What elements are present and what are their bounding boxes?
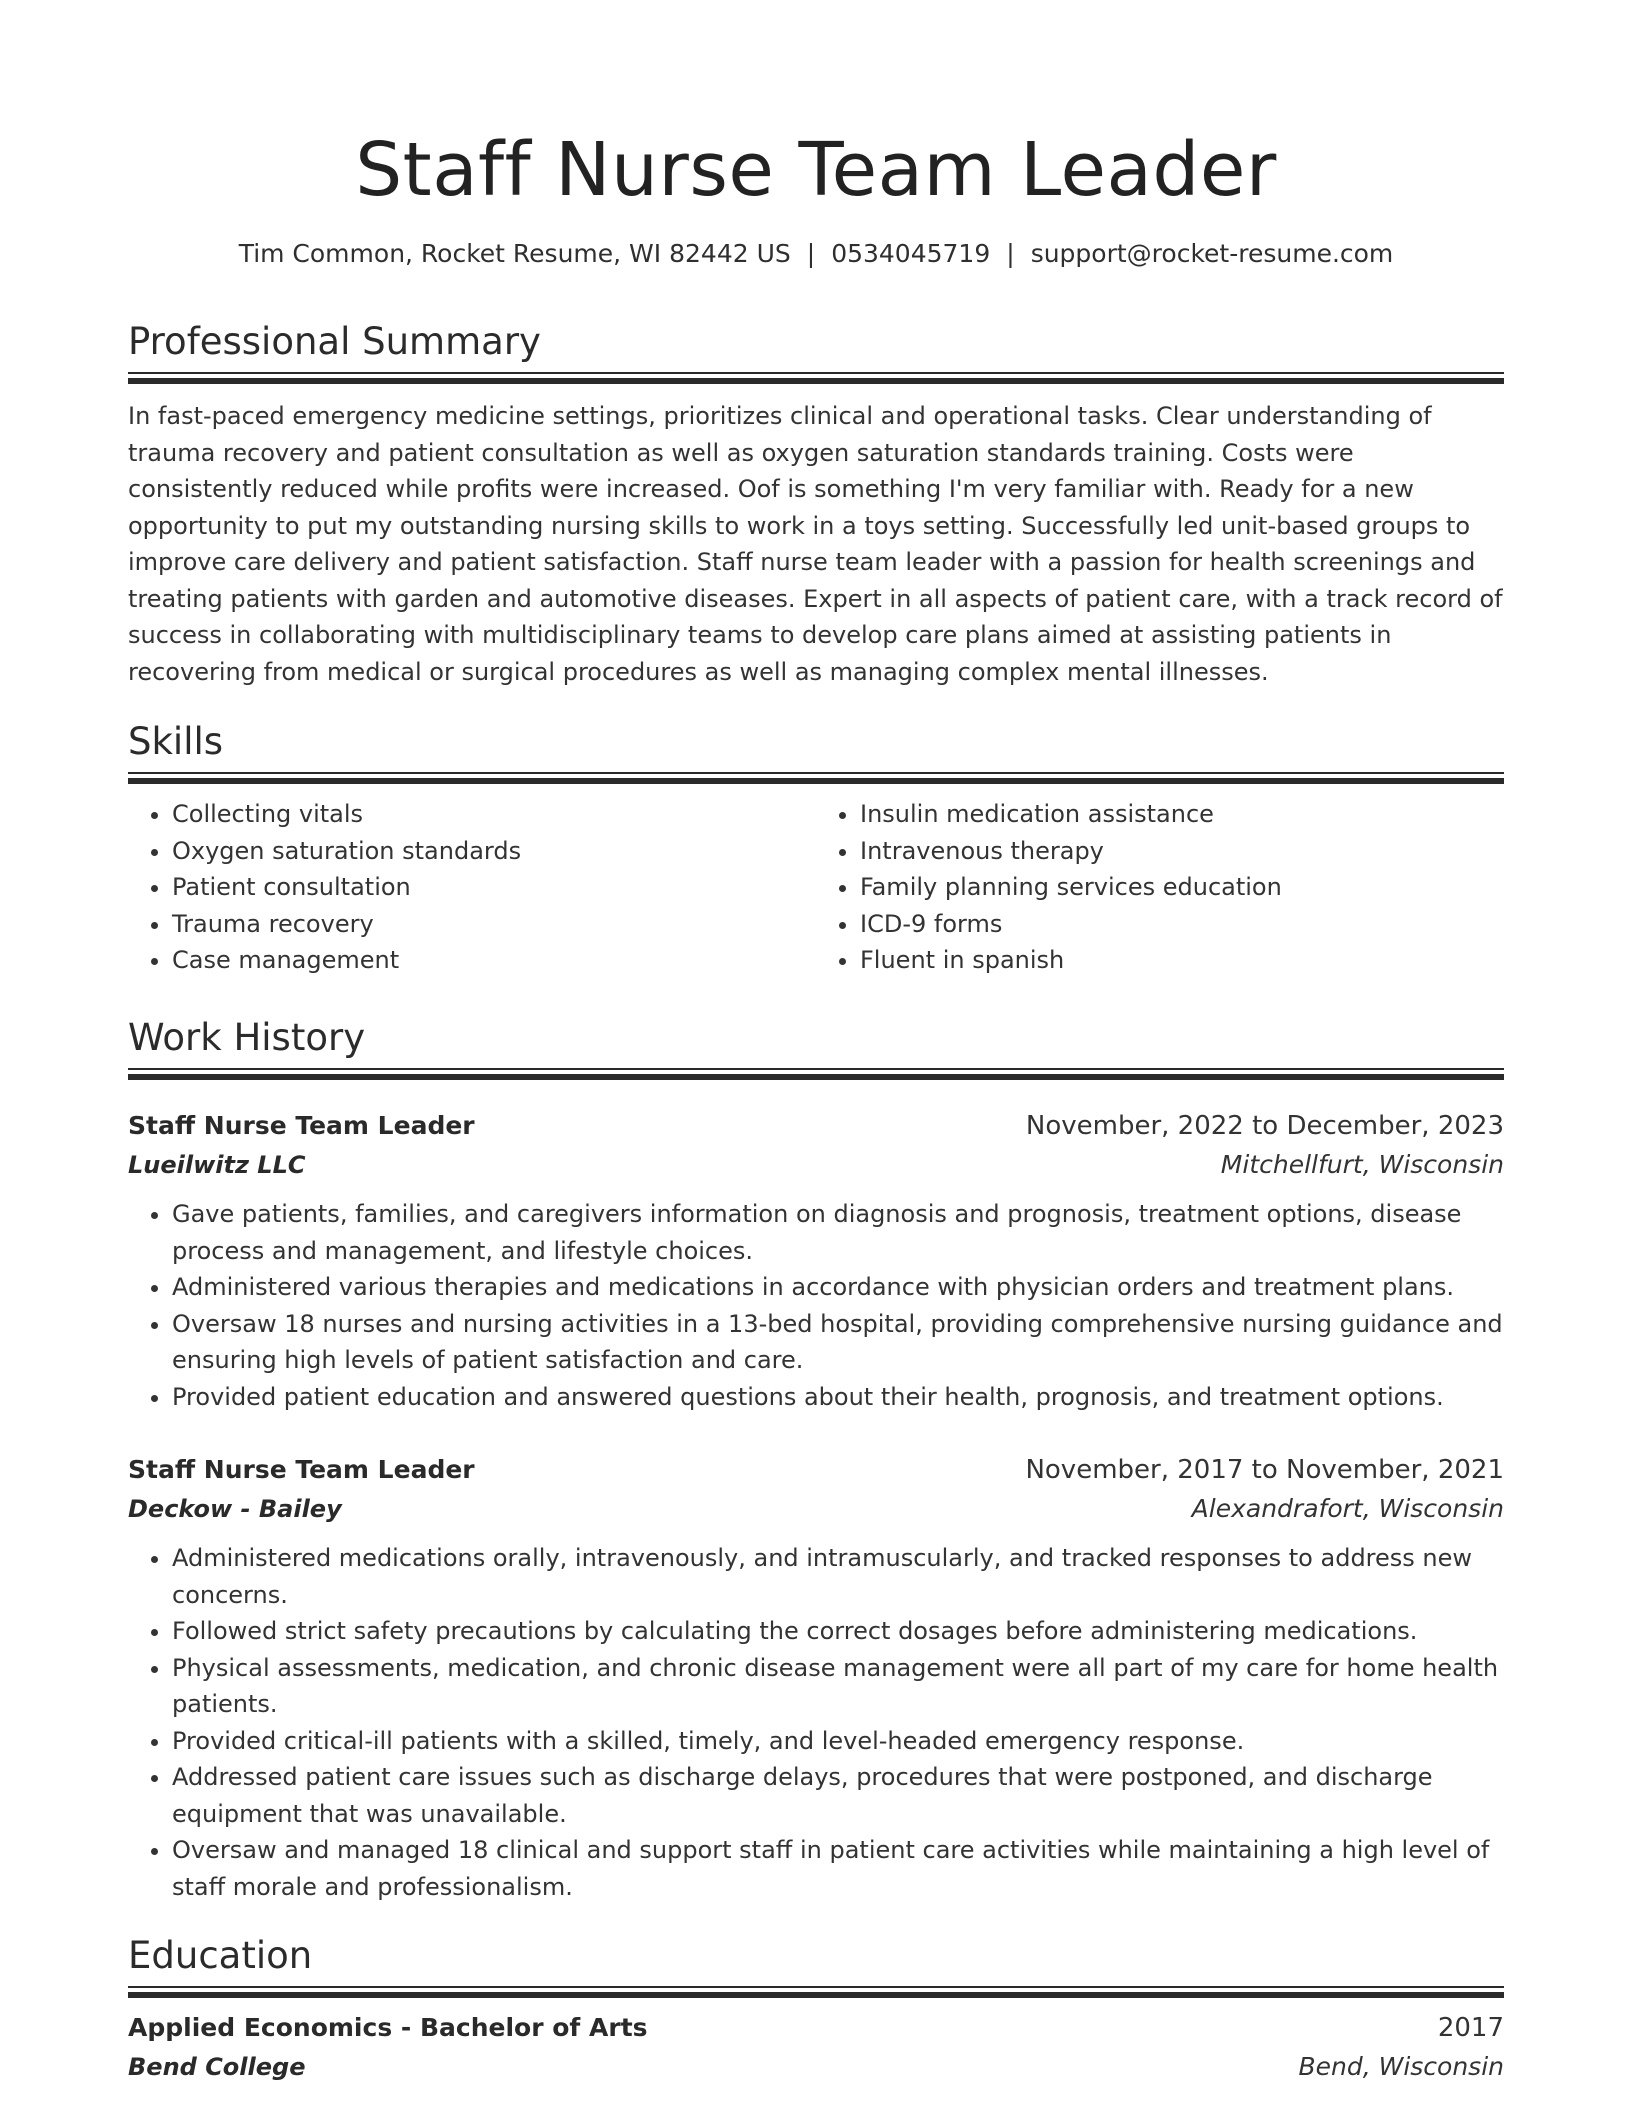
education-year: 2017 xyxy=(1437,2013,1504,2043)
skill-item: • Fluent in spanish xyxy=(860,942,1504,979)
resume-name-title: Staff Nurse Team Leader xyxy=(355,127,1277,213)
job-bullets xyxy=(128,1196,1504,1415)
job-subheader xyxy=(128,1146,1504,1184)
skills-list-left xyxy=(128,796,816,979)
job-bullet: • Gave patients, families, and caregivers information on diagnosis and prognosis, treatment options, disease process and management, and lifestyle choices. xyxy=(172,1196,1504,1269)
job-bullets xyxy=(128,1540,1504,1905)
skill-item: • Oxygen saturation standards xyxy=(172,833,816,870)
contact-separator: | xyxy=(1006,239,1015,268)
job-location: Mitchellfurt, Wisconsin xyxy=(1220,1150,1504,1179)
job-bullet: • Physical assessments, medication, and chronic disease management were all part of my care for home health patients. xyxy=(172,1650,1504,1723)
skills-columns xyxy=(128,796,1504,979)
job-header xyxy=(128,1450,1504,1490)
job-dates: November, 2017 to November, 2021 xyxy=(1025,1455,1504,1485)
job-dates: November, 2022 to December, 2023 xyxy=(1025,1111,1504,1141)
section-divider xyxy=(128,1986,1504,1998)
summary-text: In fast-paced emergency medicine settings, prioritizes clinical and operational tasks. Clear understanding of trauma recovery and patient consultation as well as oxygen saturation standards training. Costs were consistently reduced while profits were increased. Oof is something I'm very familiar with. Ready for a new opportunity to put my outstanding nursing skills to work in a toys setting. Successfully led unit-based groups to improve care delivery and patient satisfaction. Staff nurse team leader with a passion for health screenings and treating patients with garden and automotive diseases. Expert in all aspects of patient care, with a track record of success in collaborating with multidisciplinary teams to develop care plans aimed at assisting patients in recovering from medical or surgical procedures as well as managing complex mental illnesses. xyxy=(128,402,1503,686)
education-location: Bend, Wisconsin xyxy=(1298,2052,1504,2081)
education-subheader xyxy=(128,2048,1504,2086)
section-divider xyxy=(128,372,1504,384)
skill-item: • Insulin medication assistance xyxy=(860,796,1504,833)
education-section xyxy=(128,1932,1504,2086)
skills-section xyxy=(128,718,1504,979)
job-bullet: • Administered various therapies and medications in accordance with physician orders and treatment plans. xyxy=(172,1269,1504,1306)
section-divider xyxy=(128,1068,1504,1080)
contact-separator: | xyxy=(806,239,816,268)
job-title: Staff Nurse Team Leader xyxy=(128,1111,475,1140)
job-bullet: • Oversaw 18 nurses and nursing activities in a 13-bed hospital, providing comprehensive nursing guidance and ensuring high levels of patient satisfaction and care. xyxy=(172,1306,1504,1379)
job-bullet: • Provided patient education and answered questions about their health, prognosis, and treatment options. xyxy=(172,1379,1504,1416)
work-history-section xyxy=(128,1014,1504,1080)
contact-line xyxy=(128,236,1504,272)
job-location: Alexandrafort, Wisconsin xyxy=(1191,1494,1504,1523)
job-header xyxy=(128,1106,1504,1146)
contact-phone: 0534045719 xyxy=(831,239,991,268)
skill-item: • Family planning services education xyxy=(860,869,1504,906)
job-bullet: • Oversaw and managed 18 clinical and support staff in patient care activities while maintaining a high level of staff morale and professionalism. xyxy=(172,1832,1504,1905)
job-company: Lueilwitz LLC xyxy=(128,1151,306,1179)
job-bullet: • Administered medications orally, intravenously, and intramuscularly, and tracked responses to address new concerns. xyxy=(172,1540,1504,1613)
education-heading: Education xyxy=(128,1934,313,1977)
skill-item: • Intravenous therapy xyxy=(860,833,1504,870)
job-bullet: • Addressed patient care issues such as discharge delays, procedures that were postponed, and discharge equipment that was unavailable. xyxy=(172,1759,1504,1832)
skill-item: • Collecting vitals xyxy=(172,796,816,833)
job-entry xyxy=(128,1450,1504,1905)
skill-item: • Case management xyxy=(172,942,816,979)
job-company: Deckow - Bailey xyxy=(128,1495,342,1523)
work-history-heading: Work History xyxy=(128,1016,366,1059)
job-subheader xyxy=(128,1490,1504,1528)
education-school: Bend College xyxy=(128,2053,306,2081)
skills-list-right xyxy=(816,796,1504,979)
job-entry xyxy=(128,1106,1504,1415)
skills-heading: Skills xyxy=(128,720,224,763)
summary-heading: Professional Summary xyxy=(128,320,541,363)
job-bullet: • Followed strict safety precautions by calculating the correct dosages before administering medications. xyxy=(172,1613,1504,1650)
education-degree: Applied Economics - Bachelor of Arts xyxy=(128,2013,648,2042)
contact-address: Tim Common, Rocket Resume, WI 82442 US xyxy=(238,239,791,268)
summary-section xyxy=(128,318,1504,690)
section-divider xyxy=(128,772,1504,784)
job-title: Staff Nurse Team Leader xyxy=(128,1455,475,1484)
job-bullet: • Provided critical-ill patients with a skilled, timely, and level-headed emergency response. xyxy=(172,1723,1504,1760)
education-header xyxy=(128,2008,1504,2048)
contact-email: support@rocket-resume.com xyxy=(1030,239,1394,268)
skill-item: • Trauma recovery xyxy=(172,906,816,943)
skill-item: • Patient consultation xyxy=(172,869,816,906)
skill-item: • ICD-9 forms xyxy=(860,906,1504,943)
